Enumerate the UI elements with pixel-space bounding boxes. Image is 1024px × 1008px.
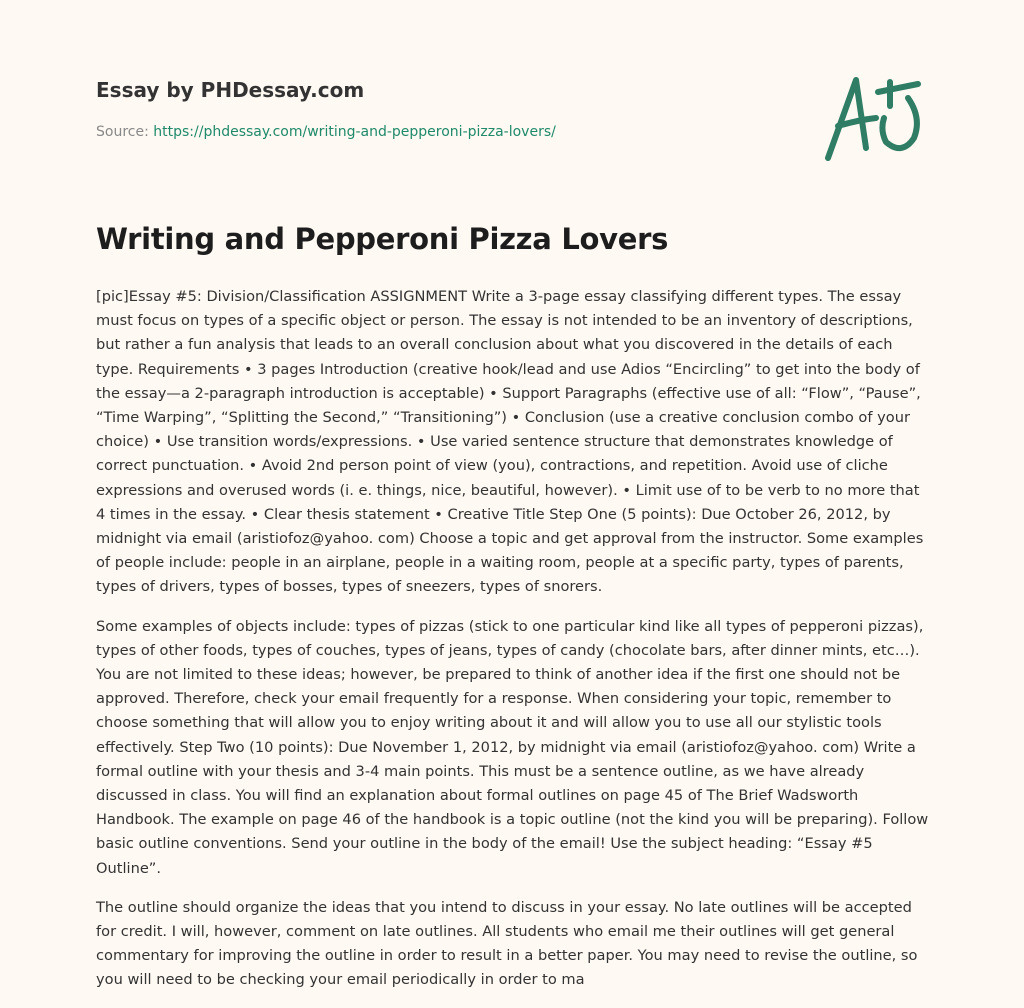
source-link[interactable]: https://phdessay.com/writing-and-pepperoni-pizza-lovers/ — [153, 124, 556, 140]
source-label: Source: — [96, 124, 149, 140]
essay-title: Writing and Pepperoni Pizza Lovers — [96, 222, 669, 256]
essay-paragraph: Some examples of objects include: types of pizzas (stick to one particular kind like all types of pepperoni pizzas), types of other foods, types of couches, types of jeans, types of candy (chocolate bars, after dinner mints, etc…). You are not limited to these ideas; however, be prepared to think of another idea if the first one should not be approved. Therefore, check your email frequently for a response. When considering your topic, remember to choose something that will allow you to enjoy writing about it and will allow you to use all our stylistic tools effectively. Step Two (10 points): Due November 1, 2012, by midnight via email (aristiofoz@yahoo. com) Write a formal outline with your thesis and 3-4 main points. This must be a sentence outline, as we have already discussed in class. You will find an explanation about formal outlines on page 45 of The Brief Wadsworth Handbook. The example on page 46 of the handbook is a topic outline (not the kind you will be preparing). Follow basic outline conventions. Send your outline in the body of the email! Use the subject heading: “Essay #5 Outline”. — [96, 617, 929, 877]
essay-paragraph: [pic]Essay #5: Division/Classification ASSIGNMENT Write a 3-page essay classifying different types. The essay must focus on types of a specific object or person. The essay is not intended to be an inventory of descriptions, but rather a fun analysis that leads to an overall conclusion about what you discovered in the details of each type. Requirements • 3 pages Introduction (creative hook/lead and use Adios “Encircling” to get into the body of the essay—a 2-paragraph introduction is acceptable) • Support Paragraphs (effective use of all: “Flow”, “Pause”, “Time Warping”, “Splitting the Second,” “Transitioning”) • Conclusion (use a creative conclusion combo of your choice) • Use transition words/expressions. • Use varied sentence structure that demonstrates knowledge of correct punctuation. • Avoid 2nd person point of view (you), contractions, and repetition. Avoid use of cliche expressions and overused words (i. e. things, nice, beautiful, however). • Limit use of to be verb to no more that 4 times in the essay. • Clear thesis statement • Creative Title Step One (5 points): Due October 26, 2012, by midnight via email (aristiofoz@yahoo. com) Choose a topic and get approval from the instructor. Some examples of people include: people in an airplane, people in a waiting room, people at a specific party, types of parents, types of drivers, types of bosses, types of sneezers, types of snorers. — [96, 288, 924, 596]
a-plus-logo-icon — [818, 68, 933, 168]
essay-body — [96, 285, 932, 1008]
essay-paragraph: The outline should organize the ideas that you intend to discuss in your essay. No late outlines will be accepted for credit. I will, however, comment on late outlines. All students who email me their outlines will get general commentary for improving the outline in order to result in a better paper. You may need to revise the outline, so you will need to be checking your email periodically in order to ma — [96, 898, 918, 989]
source-line — [96, 124, 556, 140]
site-brand: Essay by PHDessay.com — [96, 78, 365, 102]
